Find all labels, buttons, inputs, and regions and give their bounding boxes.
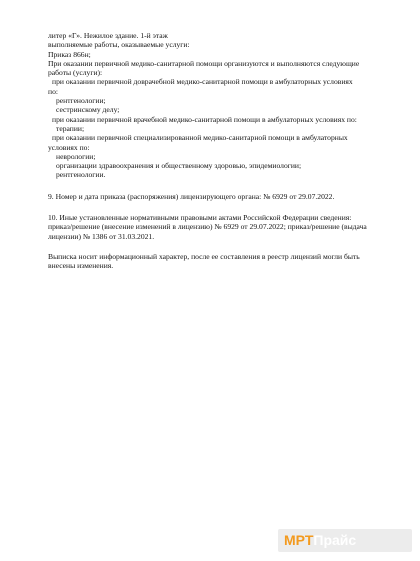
watermark-part-1: МРТ <box>284 532 314 548</box>
item-10-line: приказ/решение (внесение изменений в лицензию) № 6929 от 29.07.2022; приказ/решение (выдача <box>48 222 367 232</box>
service-item: рентгенологии. <box>56 170 106 180</box>
mrtprice-watermark-logo <box>278 529 412 552</box>
category-prevrach-cont: по: <box>48 86 58 96</box>
service-item: организации здравоохранения и общественному здоровью, эпидемиологии; <box>56 161 302 171</box>
category-prevrach: при оказании первичной доврачебной медико-санитарной помощи в амбулаторных условиях <box>52 77 353 87</box>
service-item: рентгенологии; <box>56 96 106 106</box>
disclaimer-line: Выписка носит информационный характер, после ее составления в реестр лицензий могли быть <box>48 251 360 261</box>
category-special: при оказании первичной специализированной медико-санитарной помощи в амбулаторных <box>52 133 348 143</box>
service-item: терапии; <box>56 123 85 133</box>
spacer <box>48 180 400 192</box>
services-intro-line: работы (услуги): <box>48 68 103 78</box>
service-item: сестринскому делу; <box>56 105 120 115</box>
spacer <box>48 201 400 213</box>
category-vrach: при оказании первичной врачебной медико-санитарной помощи в амбулаторных условиях по: <box>52 114 357 124</box>
service-item: неврологии; <box>56 151 96 161</box>
item-10-line: 10. Иные установленные нормативными правовыми актами Российской Федерации сведения: <box>48 213 352 223</box>
disclaimer-line: внесены изменения. <box>48 261 114 271</box>
category-special-cont: условиях по: <box>48 142 90 152</box>
services-heading: выполняемые работы, оказываемые услуги: <box>48 40 190 50</box>
document-body <box>48 31 400 271</box>
item-10-line: лицензии) № 1386 от 31.03.2021. <box>48 231 155 241</box>
spacer <box>48 241 400 252</box>
order-reference: Приказ 866н; <box>48 49 91 59</box>
watermark-part-2: Прайс <box>313 532 357 548</box>
item-9-order: 9. Номер и дата приказа (распоряжения) лицензирующего органа: № 6929 от 29.07.2022. <box>48 191 335 201</box>
address-line: литер «Г». Нежилое здание. 1-й этаж <box>48 31 168 40</box>
services-intro-line: При оказании первичной медико-санитарной помощи организуются и выполняются следующие <box>48 58 360 68</box>
